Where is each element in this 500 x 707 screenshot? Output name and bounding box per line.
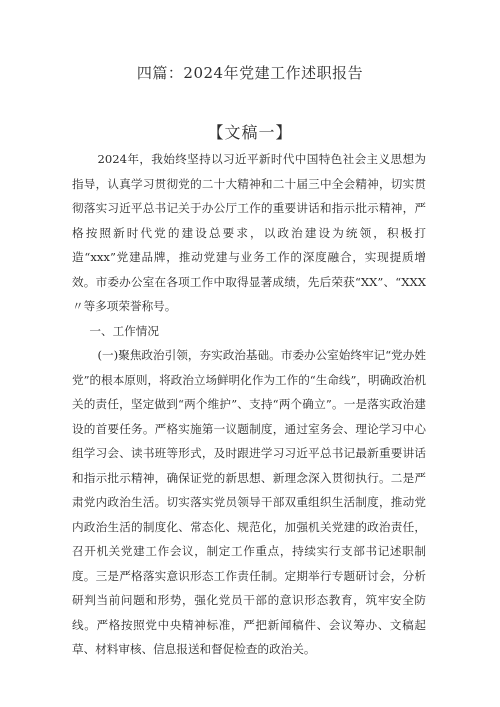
section-heading: 一、工作情况 — [89, 323, 159, 338]
document-body — [72, 147, 426, 662]
section-paragraph: (一)聚焦政治引领，夯实政治基础。市委办公室始终牢记“党办姓党”的根本原则，将政治立场鲜明化作为工作的“生命线”，明确政治机关的责任，坚定做到“两个维护”、支持“两个确立”。一是落实政治建设的首要任务。严格实施第一议题制度，通过室务会、理论学习中心组学习会、读书班等形式，及时跟进学习习近平总书记最新重要讲话和指示批示精神，确保证党的新思想、新理念深入贯彻执行。二是严肃党内政治生活。切实落实党员领导干部双重组织生活制度，推动党内政治生活的制度化、常态化、规范化，加强机关党建的政治责任，召开机关党建工作会议，制定工作重点，持续实行支部书记述职制度。三是严格落实意识形态工作责任制。定期举行专题研讨会，分析研判当前问题和形势，强化党员干部的意识形态教育，筑牢安全防线。严格按照党中央精神标准，严把新闻稿件、会议筹办、文稿起草、材料审核、信息报送和督促检查的政治关。 — [72, 348, 427, 656]
document-subtitle: 【文稿一】 — [207, 123, 293, 142]
document-title: 四篇：2024年党建工作述职报告 — [136, 64, 364, 82]
intro-paragraph: 2024年，我始终坚持以习近平新时代中国特色社会主义思想为指导，认真学习贯彻党的二十大精神和二十届三中全会精神，切实贯彻落实习近平总书记关于办公厅工作的重要讲话和指示批示精神，严格按照新时代党的建设总要求，以政治建设为统领，积极打造“xxx”党建品牌，推动党建与业务工作的深度融合，实现提质增效。市委办公室在各项工作中取得显著成绩，先后荣获“XX”、“XXX〃等多项荣誉称号。 — [72, 152, 426, 313]
